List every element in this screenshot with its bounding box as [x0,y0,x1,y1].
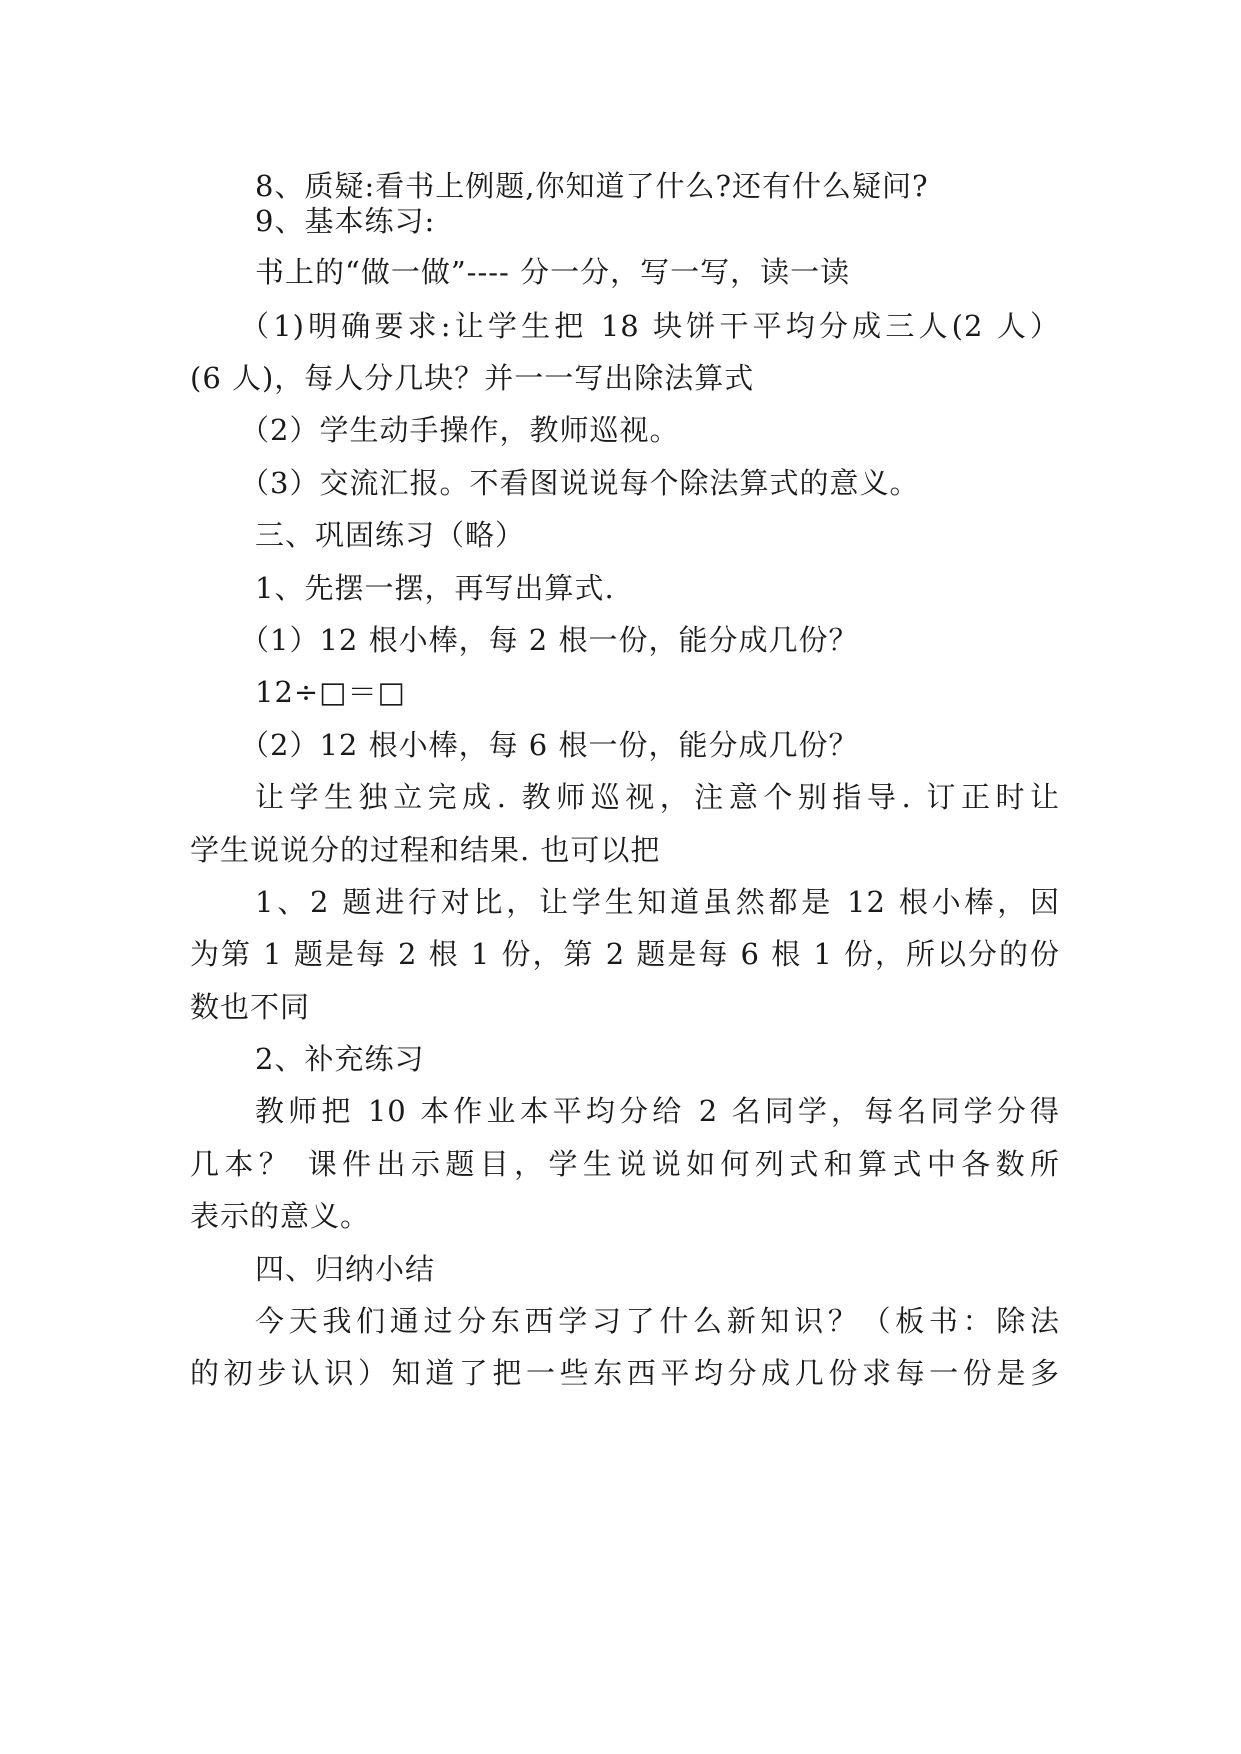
text-line-19: 教师把 10 本作业本平均分给 2 名同学，每名同学分得 [255,1094,1060,1128]
text-line-14: 学生说说分的过程和结果. 也可以把 [190,833,661,867]
text-line-8: 三、巩固练习（略） [255,518,526,552]
text-line-15: 1、2 题进行对比，让学生知道虽然都是 12 根小棒，因 [255,885,1060,919]
text-line-12: （2）12 根小棒，每 6 根一份，能分成几份？ [240,728,859,762]
text-line-11: 12÷□＝□ [255,675,407,709]
text-line-7: （3）交流汇报。不看图说说每个除法算式的意义。 [240,466,920,500]
text-line-3: 书上的“做一做”---- 分一分，写一写，读一读 [255,255,851,289]
text-line-4: （1)明确要求:让学生把 18 块饼干平均分成三人(2 人） [240,309,1060,343]
text-line-5: (6 人)，每人分几块？并一一写出除法算式 [190,361,755,395]
text-line-21: 表示的意义。 [190,1199,371,1233]
text-line-2: 9、基本练习: [255,204,436,238]
text-line-23: 今天我们通过分东西学习了什么新知识？（板书：除法 [255,1304,1060,1338]
text-line-16: 为第 1 题是每 2 根 1 份，第 2 题是每 6 根 1 份，所以分的份 [190,937,1060,971]
text-line-6: （2）学生动手操作，教师巡视。 [240,413,680,447]
text-line-20: 几本？ 课件出示题目，学生说说如何列式和算式中各数所 [190,1147,1060,1181]
text-line-1: 8、质疑:看书上例题,你知道了什么?还有什么疑问? [255,169,929,203]
text-line-10: （1）12 根小棒，每 2 根一份，能分成几份？ [240,623,859,657]
text-line-17: 数也不同 [190,990,311,1024]
text-line-18: 2、补充练习 [255,1042,425,1076]
text-line-13: 让学生独立完成. 教师巡视，注意个别指导. 订正时让 [255,780,1060,814]
text-line-9: 1、先摆一摆，再写出算式. [255,571,615,605]
text-line-22: 四、归纳小结 [255,1252,436,1286]
text-line-24: 的初步认识）知道了把一些东西平均分成几份求每一份是多 [190,1356,1060,1390]
